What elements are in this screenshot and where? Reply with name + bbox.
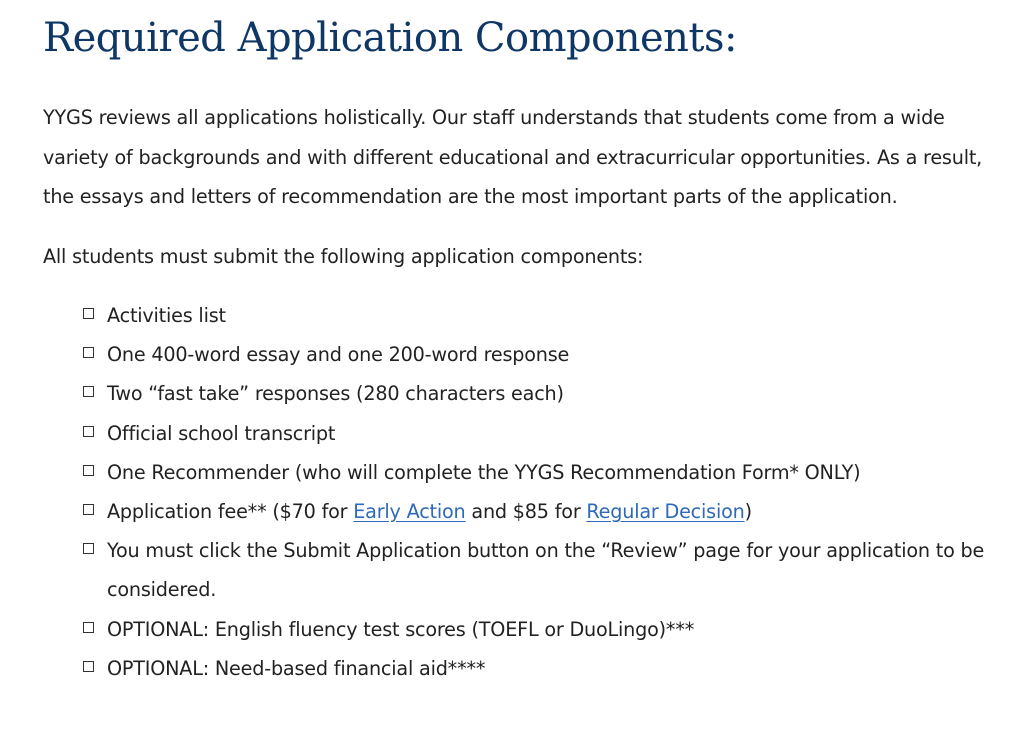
checkbox-icon xyxy=(83,426,94,437)
list-item-application-fee xyxy=(83,492,1008,531)
checkbox-icon xyxy=(83,504,94,515)
page-title: Required Application Components: xyxy=(43,15,737,61)
list-item xyxy=(83,531,1008,609)
components-lead-text: All students must submit the following application components: xyxy=(43,244,644,268)
list-item-text: You must click the Submit Application button on the “Review” page for your application to be considered. xyxy=(107,539,985,602)
list-item xyxy=(83,414,1008,453)
list-item xyxy=(83,335,1008,374)
checkbox-icon xyxy=(83,622,94,633)
list-item-text: Two “fast take” responses (280 characters each) xyxy=(107,382,564,406)
list-item xyxy=(83,649,1008,688)
list-item-text: OPTIONAL: English fluency test scores (TOEFL or DuoLingo)*** xyxy=(107,617,695,641)
intro-paragraph: YYGS reviews all applications holistically. Our staff understands that students come from a wide variety of backgrounds and with different educational and extracurricular opportunities. As a result, the essays and letters of recommendation are the most important parts of the application. xyxy=(43,106,983,208)
list-item-text: OPTIONAL: Need-based financial aid**** xyxy=(107,656,486,680)
list-item xyxy=(83,296,1008,335)
checkbox-icon xyxy=(83,347,94,358)
list-item xyxy=(83,374,1008,413)
fee-text-middle: and $85 for xyxy=(465,500,587,524)
checkbox-icon xyxy=(83,308,94,319)
components-list xyxy=(43,296,1008,688)
early-action-link[interactable]: Early Action xyxy=(353,500,466,524)
page-content xyxy=(43,0,1008,688)
fee-text-after: ) xyxy=(744,500,752,524)
checkbox-icon xyxy=(83,543,94,554)
fee-text-before: Application fee** ($70 for xyxy=(107,500,354,524)
list-item xyxy=(83,453,1008,492)
regular-decision-link[interactable]: Regular Decision xyxy=(586,500,745,524)
checkbox-icon xyxy=(83,386,94,397)
checkbox-icon xyxy=(83,661,94,672)
list-item-text: Official school transcript xyxy=(107,421,336,445)
list-item xyxy=(83,610,1008,649)
checkbox-icon xyxy=(83,465,94,476)
list-item-text: Activities list xyxy=(107,304,226,327)
list-item-text: One Recommender (who will complete the YYGS Recommendation Form* ONLY) xyxy=(107,460,861,484)
list-item-text: One 400-word essay and one 200-word response xyxy=(107,343,570,367)
